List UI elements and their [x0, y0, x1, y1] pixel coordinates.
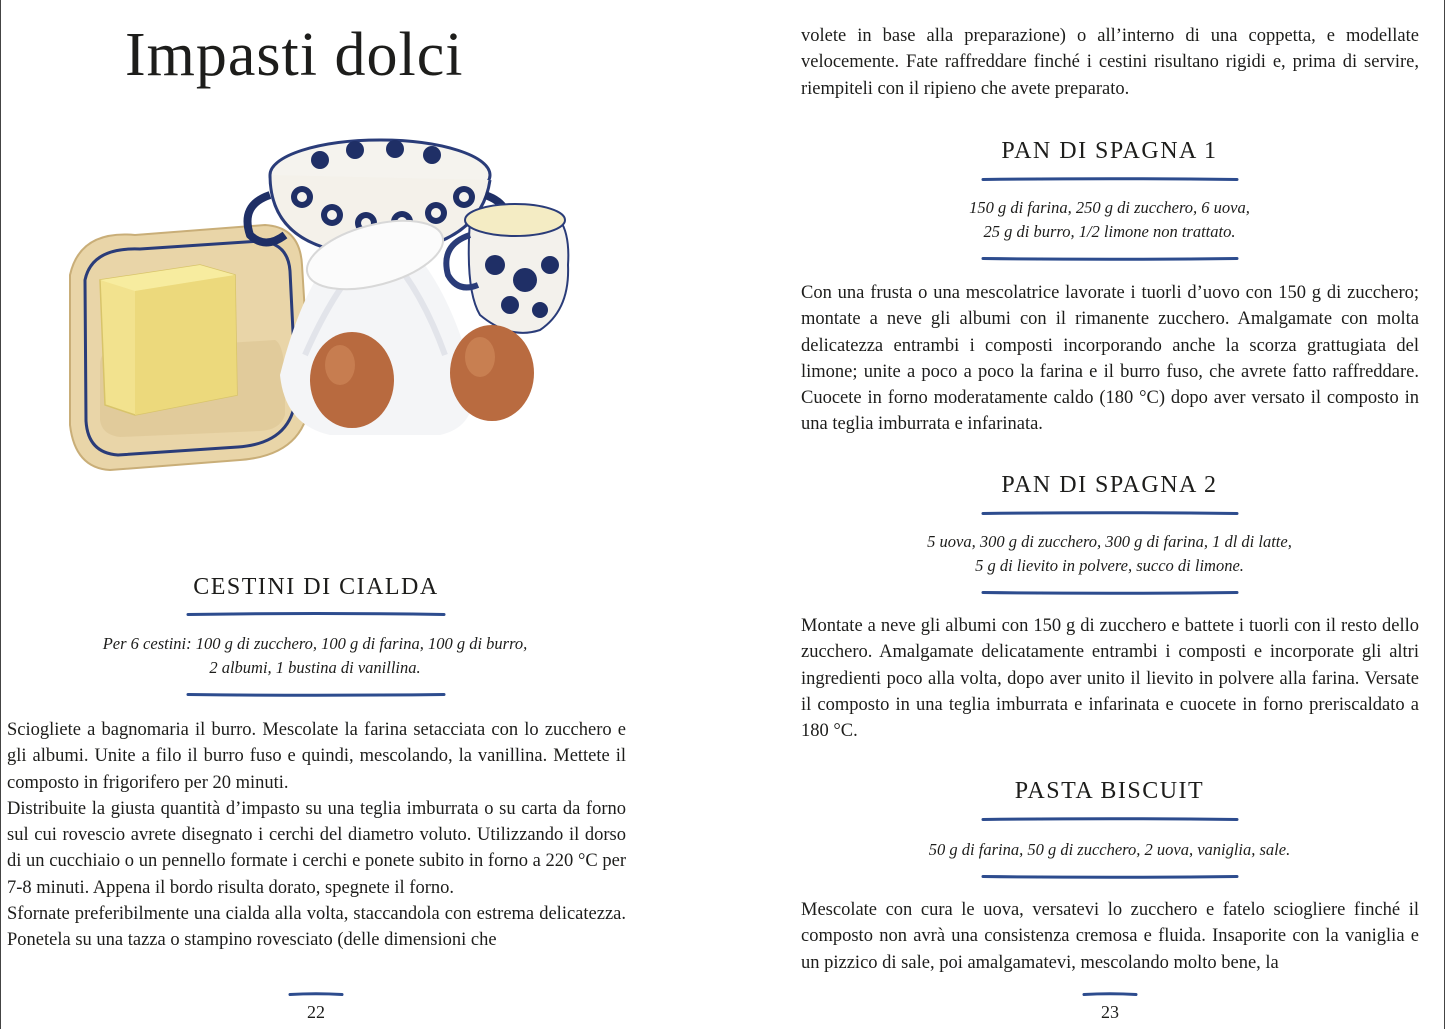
page-number: 23	[1101, 1002, 1119, 1022]
divider-stroke	[981, 817, 1239, 821]
recipe-title-pasta-biscuit: PASTA BISCUIT	[1014, 778, 1205, 804]
divider-stroke	[981, 874, 1239, 878]
recipe-body-pan-di-spagna-1: Con una frusta o una mescolatrice lavorate i tuorli d’uovo con 150 g di zucchero; montate a neve gli albumi con il rimanente zucchero. Amalgamate con molta delicatezza entrambi i composti incorporando anche la scorza grattugiata del limone; unite a poco a poco la farina e il burro fuso, che avrete fatto raffreddare. Cuocete in forno moderatamente caldo (180 °C) dopo aver versato il composto in una teglia imburrata e infarinata.	[801, 283, 1419, 435]
divider-stroke	[186, 692, 446, 696]
ingredients-line-1: Per 6 cestini: 100 g di zucchero, 100 g di farina, 100 g di burro,	[102, 634, 528, 653]
ingredients-photo	[40, 125, 620, 485]
right-page	[723, 0, 1445, 1029]
divider-stroke	[186, 612, 446, 616]
ingredients-line-1: 5 uova, 300 g di zucchero, 300 g di farina, 1 dl di latte,	[927, 532, 1292, 551]
ingredients-line-2: 5 g di lievito in polvere, succo di limone.	[975, 556, 1244, 575]
divider-stroke	[981, 256, 1239, 260]
body-paragraph: Sciogliete a bagnomaria il burro. Mescolate la farina setacciata con lo zucchero e gli albumi. Unite a filo il burro fuso e quindi, mescolando, la vanillina. Mettete il composto in frigorifero per 20 minuti.	[7, 720, 626, 793]
recipe-body-pasta-biscuit: Mescolate con cura le uova, versatevi lo zucchero e fatelo sciogliere finché il composto non avrà una consistenza cremosa e fluida. Insaporite con la vaniglia e un pizzico di sale, poi amalgamatevi, mescolando molto bene, la	[801, 900, 1419, 973]
body-paragraph: Sfornate preferibilmente una cialda alla volta, staccandola con estrema delicatezza. Ponetela su una tazza o stampino rovesciato (delle dimensioni che	[7, 904, 626, 951]
ingredients-line-1: 50 g di farina, 50 g di zucchero, 2 uova, vaniglia, sale.	[928, 840, 1291, 859]
page-number-stroke	[1082, 992, 1138, 996]
continuation-text: volete in base alla preparazione) o all’interno di una coppetta, e modellate velocemente. Fate raffreddare finché i cestini risultano rigidi e, prima di servire, riempiteli con il ripieno che avete preparato.	[801, 26, 1419, 99]
ingredients-line-2: 2 albumi, 1 bustina di vanillina.	[209, 658, 421, 677]
divider-stroke	[981, 511, 1239, 515]
page-border-left	[0, 0, 1, 1029]
ingredients-line-2: 25 g di burro, 1/2 limone non trattato.	[983, 222, 1236, 241]
recipe-title-pan-di-spagna-1: PAN DI SPAGNA 1	[1001, 138, 1218, 164]
ingredients-pasta-biscuit	[823, 838, 1396, 862]
divider-stroke	[981, 177, 1239, 181]
ingredients-pan-di-spagna-1	[823, 196, 1396, 244]
divider-stroke	[981, 590, 1239, 594]
recipe-title-cestini: CESTINI DI CIALDA	[193, 574, 439, 600]
ingredients-line-1: 150 g di farina, 250 g di zucchero, 6 uova,	[969, 198, 1250, 217]
page-number: 22	[307, 1002, 325, 1022]
recipe-body-cestini	[7, 717, 626, 954]
recipe-body-pan-di-spagna-2: Montate a neve gli albumi con 150 g di zucchero e battete i tuorli con il resto dello zucchero. Amalgamate delicatamente entrambi i composti e incorporate gli altri ingredienti poco alla volta, dopo aver unito il lievito in polvere alla farina. Versate il composto in una teglia imburrata e infarinata e cuocete in forno preriscaldato a 180 °C.	[801, 616, 1419, 742]
ingredients-pan-di-spagna-2	[823, 530, 1396, 578]
chapter-title: Impasti dolci	[125, 21, 464, 89]
ingredients-cestini	[20, 632, 610, 680]
body-paragraph: Distribuite la giusta quantità d’impasto su una teglia imburrata o su carta da forno sul cui rovescio avrete disegnato i cerchi del diametro voluto. Utilizzando il dorso di un cucchiaio o un pennello formate i cerchi e ponete subito in forno a 220 °C per 7-8 minuti. Appena il bordo risulta dorato, spegnete il forno.	[7, 798, 626, 898]
page-number-stroke	[288, 992, 344, 996]
recipe-title-pan-di-spagna-2: PAN DI SPAGNA 2	[1001, 472, 1218, 498]
butter-dish	[70, 225, 310, 470]
